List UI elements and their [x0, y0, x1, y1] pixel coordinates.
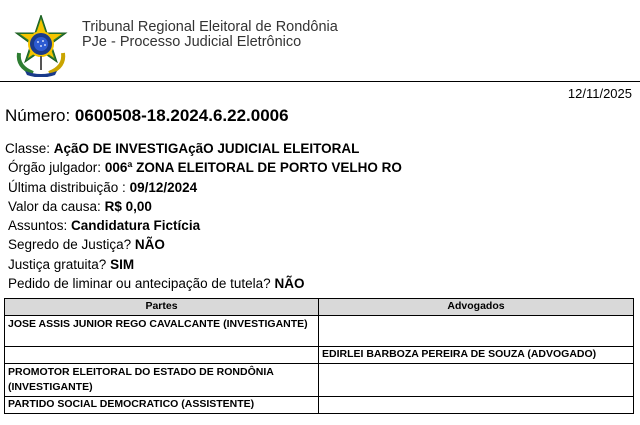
field-classe: Classe: AçãO DE INVESTIGAçãO JUDICIAL ELEITORAL	[5, 141, 360, 156]
table-row	[5, 364, 634, 397]
liminar-value: NÃO	[274, 276, 305, 291]
court-name: Tribunal Regional Eleitoral de Rondônia	[82, 19, 338, 35]
party-cell	[5, 347, 319, 364]
orgao-value: 006ª ZONA ELEITORAL DE PORTO VELHO RO	[104, 160, 402, 175]
lawyer-cell	[319, 397, 634, 414]
parties-table	[4, 298, 634, 414]
party-cell: PARTIDO SOCIAL DEMOCRATICO (ASSISTENTE)	[5, 397, 319, 414]
party-cell: PROMOTOR ELEITORAL DO ESTADO DE RONDÔNIA (INVESTIGANTE)	[5, 364, 319, 397]
field-liminar: Pedido de liminar ou antecipação de tutela? NÃO	[8, 276, 305, 291]
brazil-coat-of-arms-icon	[11, 15, 71, 77]
system-name: PJe - Processo Judicial Eletrônico	[82, 34, 302, 50]
field-segredo: Segredo de Justiça? NÃO	[8, 237, 165, 252]
valor-value: R$ 0,00	[104, 199, 152, 214]
party-cell: JOSE ASSIS JUNIOR REGO CAVALCANTE (INVESTIGANTE)	[5, 316, 319, 347]
document-date: 12/11/2025	[567, 86, 632, 101]
process-number	[5, 106, 289, 126]
segredo-value: NÃO	[134, 237, 165, 252]
column-header-advogados: Advogados	[319, 299, 634, 316]
table-row	[5, 316, 634, 347]
field-valor: Valor da causa: R$ 0,00	[8, 199, 152, 214]
field-distribuicao: Última distribuição : 09/12/2024	[8, 180, 198, 195]
page-header	[0, 0, 640, 82]
process-number-label: Número:	[5, 106, 71, 125]
lawyer-cell	[319, 364, 634, 397]
field-gratuita: Justiça gratuita? SIM	[8, 257, 135, 272]
distribuicao-value: 09/12/2024	[129, 180, 198, 195]
table-row	[5, 347, 634, 364]
assuntos-value: Candidatura Fictícia	[71, 218, 201, 233]
table-row	[5, 397, 634, 414]
process-number-value: 0600508-18.2024.6.22.0006	[74, 106, 289, 125]
field-assuntos: Assuntos: Candidatura Fictícia	[8, 218, 201, 233]
lawyer-cell	[319, 316, 634, 347]
gratuita-value: SIM	[110, 257, 135, 272]
column-header-partes: Partes	[5, 299, 319, 316]
header-divider	[0, 81, 640, 82]
field-orgao: Órgão julgador: 006ª ZONA ELEITORAL DE PORTO VELHO RO	[8, 160, 402, 175]
lawyer-cell: EDIRLEI BARBOZA PEREIRA DE SOUZA (ADVOGADO)	[319, 347, 634, 364]
classe-value: AçãO DE INVESTIGAçãO JUDICIAL ELEITORAL	[53, 141, 360, 156]
